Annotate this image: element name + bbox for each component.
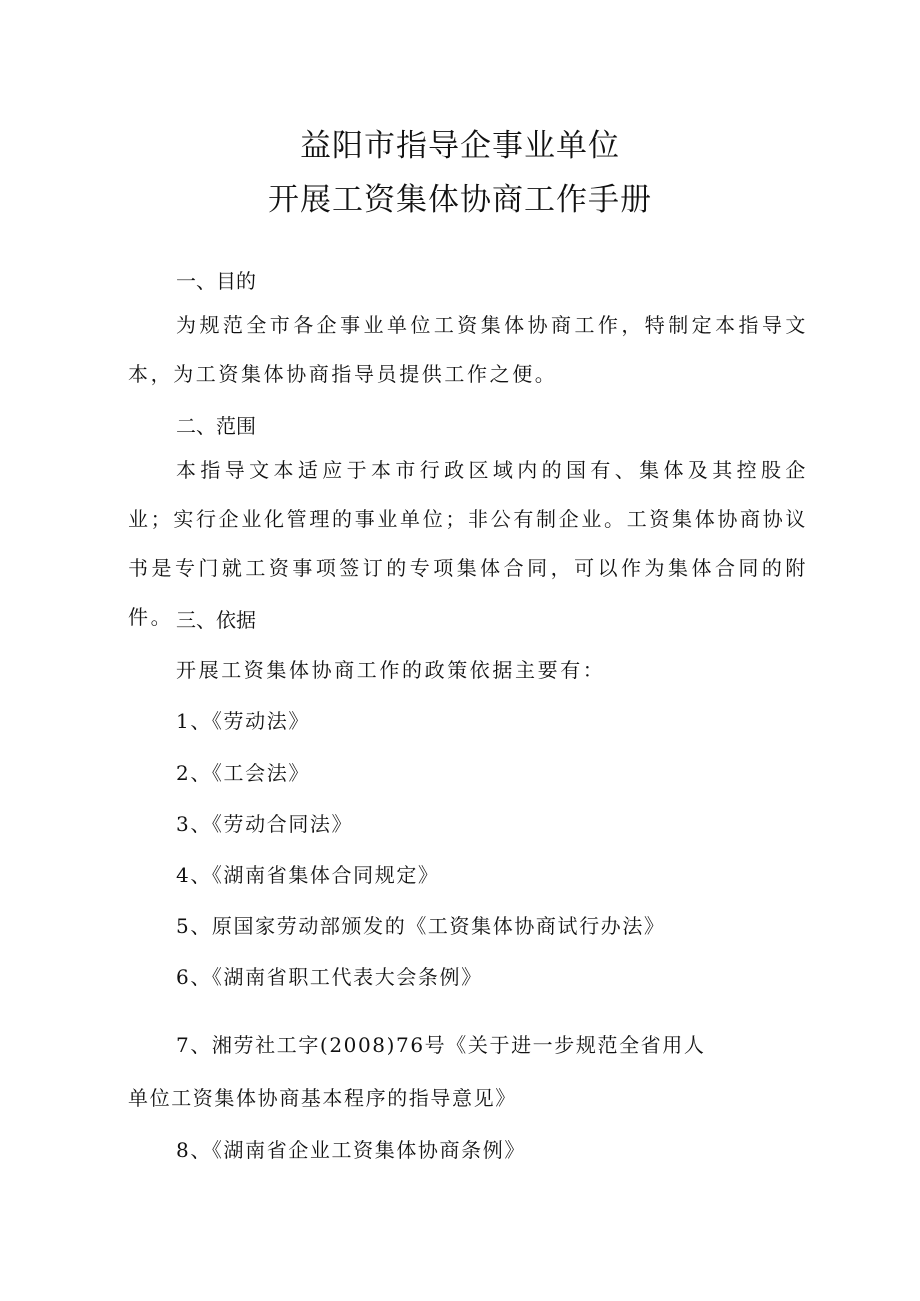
basis-intro: 开展工资集体协商工作的政策依据主要有：	[176, 658, 606, 682]
basis-item-8: 8、《湖南省企业工资集体协商条例》	[176, 1138, 526, 1162]
section-heading-basis: 三、依据	[176, 608, 256, 632]
basis-item-1: 1、《劳动法》	[176, 709, 310, 733]
document-title-line-1: 益阳市指导企事业单位	[300, 128, 620, 164]
basis-item-2: 2、《工会法》	[176, 761, 310, 785]
section-paragraph-scope: 本指导文本适应于本市行政区域内的国有、集体及其控股企业；实行企业化管理的事业单位；非公有制企业。工资集体协商协议书是专门就工资事项签订的专项集体合同，可以作为集体合同的附件。	[128, 458, 808, 629]
section-heading-purpose: 一、目的	[176, 269, 256, 293]
basis-item-6: 6、《湖南省职工代表大会条例》	[176, 965, 483, 989]
basis-item-4: 4、《湖南省集体合同规定》	[176, 863, 440, 887]
section-heading-scope: 二、范围	[176, 414, 256, 438]
basis-item-7-continuation: 单位工资集体协商基本程序的指导意见》	[128, 1086, 517, 1110]
basis-item-3: 3、《劳动合同法》	[176, 812, 354, 836]
basis-item-7: 7、湘劳社工字(2008)76号《关于进一步规范全省用人	[176, 1033, 706, 1057]
section-paragraph-purpose: 为规范全市各企事业单位工资集体协商工作，特制定本指导文本，为工资集体协商指导员提供工作之便。	[128, 313, 808, 386]
document-title-line-2: 开展工资集体协商工作手册	[268, 182, 652, 218]
basis-item-5: 5、原国家劳动部颁发的《工资集体协商试行办法》	[176, 914, 666, 938]
